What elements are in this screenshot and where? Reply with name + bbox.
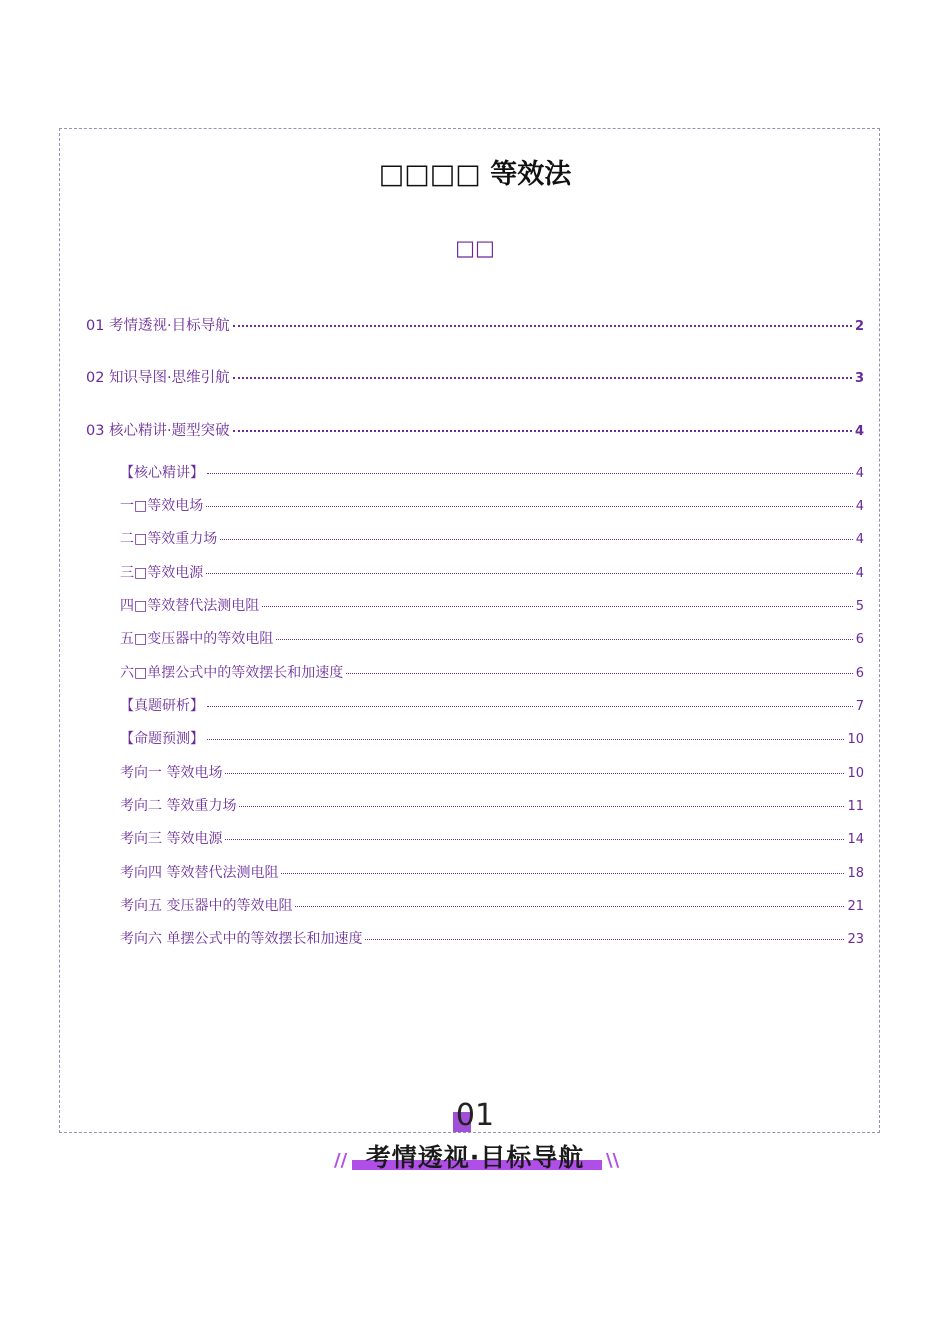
toc-subentry-page: 6 bbox=[855, 632, 864, 647]
toc-subentry[interactable] bbox=[120, 628, 864, 648]
toc-entry[interactable] bbox=[86, 419, 864, 440]
toc-heading: □□ bbox=[455, 236, 495, 260]
toc-subentry-page: 6 bbox=[855, 666, 864, 681]
toc-subentry-label: 六□单摆公式中的等效摆长和加速度 bbox=[120, 665, 344, 681]
toc-subentry-page: 5 bbox=[855, 599, 864, 614]
toc-subentry[interactable] bbox=[120, 495, 864, 515]
toc-subentry-label: 【核心精讲】 bbox=[120, 465, 204, 481]
toc-subentry-page: 10 bbox=[847, 766, 864, 781]
toc-entry-label: 03 核心精讲·题型突破 bbox=[86, 423, 230, 439]
toc-subentry[interactable] bbox=[120, 562, 864, 582]
toc-subentry[interactable] bbox=[120, 695, 864, 715]
toc-subentry[interactable] bbox=[120, 828, 864, 848]
badge-slash-right: \\ bbox=[606, 1150, 620, 1171]
toc-subentry-page: 23 bbox=[847, 932, 864, 947]
toc-leader bbox=[207, 473, 853, 474]
toc-subentry-label: 二□等效重力场 bbox=[120, 531, 218, 547]
toc-subentry[interactable] bbox=[120, 662, 864, 682]
toc-leader bbox=[276, 639, 852, 640]
toc-subentry[interactable] bbox=[120, 528, 864, 548]
badge-slash-left: // bbox=[334, 1150, 348, 1171]
toc-subentry-label: 三□等效电源 bbox=[120, 565, 204, 581]
toc-entry-label: 02 知识导图·思维引航 bbox=[86, 370, 230, 386]
toc-subentry-label: 【命题预测】 bbox=[120, 731, 204, 747]
toc-leader bbox=[220, 539, 852, 540]
toc-subentry-label: 一□等效电场 bbox=[120, 498, 204, 514]
toc-subentry[interactable] bbox=[120, 595, 864, 615]
toc-subentry-page: 4 bbox=[855, 466, 864, 481]
toc-leader bbox=[233, 377, 852, 379]
toc-leader bbox=[207, 706, 853, 707]
toc-subentry-label: 考向二 等效重力场 bbox=[120, 798, 237, 814]
toc-subentry-page: 21 bbox=[847, 899, 864, 914]
toc-subentry-page: 4 bbox=[855, 532, 864, 547]
toc-subentry-label: 【真题研析】 bbox=[120, 698, 204, 714]
toc-leader bbox=[281, 873, 844, 874]
badge-number: 01 bbox=[455, 1098, 495, 1133]
toc-subentry-label: 考向一 等效电场 bbox=[120, 765, 223, 781]
toc-entry-label: 01 考情透视·目标导航 bbox=[86, 318, 230, 334]
toc-leader bbox=[239, 806, 844, 807]
toc-subentry-label: 考向四 等效替代法测电阻 bbox=[120, 865, 279, 881]
toc-leader bbox=[225, 773, 844, 774]
toc-subentry[interactable] bbox=[120, 762, 864, 782]
toc-leader bbox=[262, 606, 852, 607]
toc-leader bbox=[206, 506, 852, 507]
section-badge bbox=[0, 1098, 950, 1188]
toc-entry-page: 3 bbox=[854, 371, 864, 386]
toc-leader bbox=[233, 325, 852, 327]
toc-subentry-page: 10 bbox=[847, 732, 864, 747]
document-title: □□□□ 等效法 bbox=[378, 159, 572, 190]
toc-entry-page: 4 bbox=[854, 424, 864, 439]
toc-entry[interactable] bbox=[86, 366, 864, 387]
toc-leader bbox=[206, 573, 852, 574]
toc-subentry-label: 考向六 单摆公式中的等效摆长和加速度 bbox=[120, 931, 363, 947]
toc-subentry[interactable] bbox=[120, 928, 864, 948]
toc-subentry[interactable] bbox=[120, 895, 864, 915]
toc-leader bbox=[233, 430, 852, 432]
toc-leader bbox=[295, 906, 844, 907]
toc-entry[interactable] bbox=[86, 314, 864, 335]
toc-subentry-page: 4 bbox=[855, 499, 864, 514]
toc-subentry-page: 4 bbox=[855, 566, 864, 581]
toc-subentry-page: 7 bbox=[855, 699, 864, 714]
toc-subentry-label: 四□等效替代法测电阻 bbox=[120, 598, 260, 614]
toc-subentry[interactable] bbox=[120, 795, 864, 815]
toc-subentry-page: 14 bbox=[847, 832, 864, 847]
badge-title: 考情透视·目标导航 bbox=[365, 1143, 585, 1172]
toc-subentry-label: 考向三 等效电源 bbox=[120, 831, 223, 847]
toc-subentry-page: 18 bbox=[847, 866, 864, 881]
toc-leader bbox=[346, 673, 852, 674]
toc-subentry[interactable] bbox=[120, 462, 864, 482]
toc-subentry[interactable] bbox=[120, 862, 864, 882]
toc-subentry-label: 五□变压器中的等效电阻 bbox=[120, 631, 274, 647]
toc-leader bbox=[207, 739, 844, 740]
toc-entry-page: 2 bbox=[854, 319, 864, 334]
toc-leader bbox=[225, 839, 844, 840]
toc-subentry[interactable] bbox=[120, 728, 864, 748]
toc-leader bbox=[365, 939, 844, 940]
toc-subentry-page: 11 bbox=[847, 799, 864, 814]
toc-subentry-label: 考向五 变压器中的等效电阻 bbox=[120, 898, 293, 914]
